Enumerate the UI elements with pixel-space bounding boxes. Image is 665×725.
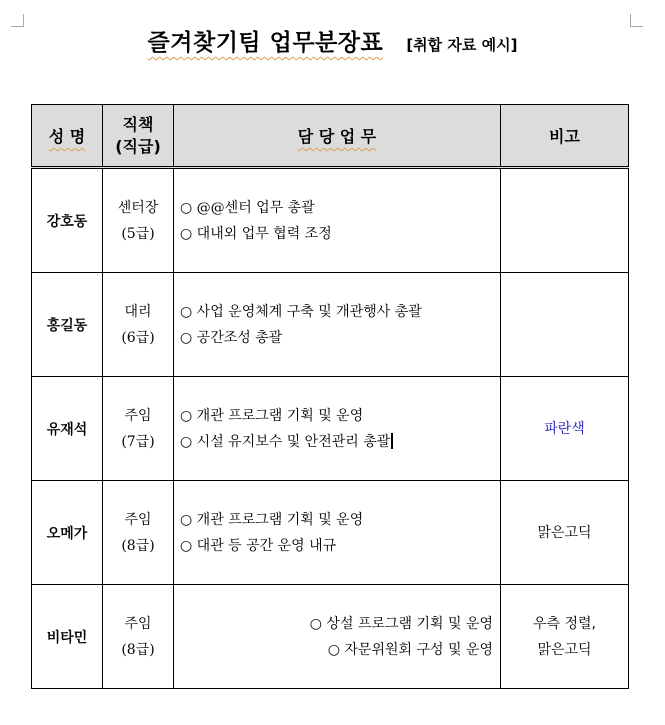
duty-item: ○ @@센터 업무 총괄 [180,199,315,216]
cell-duty [174,273,501,377]
duty-item: ○ 대관 등 공간 운영 내규 [180,537,337,554]
duty-item: ○ 자문위원회 구성 및 운영 [327,641,493,658]
cell-name: 오메가 [32,481,103,585]
duty-item: ○ 상설 프로그램 기획 및 운영 [309,615,493,632]
document-title [0,24,665,57]
table-row [32,585,629,689]
cell-duty [174,585,501,689]
duty-item: ○ 사업 운영체계 구축 및 개관행사 총괄 [180,303,422,320]
cell-name: 강호동 [32,168,103,273]
cell-position: 대리 (6급) [103,273,174,377]
duty-item: ○ 대내외 업무 협력 조정 [180,225,332,242]
text-cursor [391,433,393,449]
cell-duty[interactable] [174,377,501,481]
table-row [32,168,629,273]
header-position: 직책 (직급) [103,105,174,168]
cell-duty [174,481,501,585]
cell-note: 우측 정렬, 맑은고딕 [501,585,629,689]
duty-item: ○ 시설 유지보수 및 안전관리 총괄 [180,429,500,455]
table-row [32,481,629,585]
table-header-row [32,105,629,168]
duty-item: ○ 개관 프로그램 기획 및 운영 [180,407,364,424]
duty-item: ○ 개관 프로그램 기획 및 운영 [180,511,364,528]
cell-name: 유재석 [32,377,103,481]
cell-duty [174,168,501,273]
cell-note: 맑은고딕 [501,481,629,585]
cell-name: 홍길동 [32,273,103,377]
cell-note [501,273,629,377]
header-duty: 담 당 업 무 [174,105,501,168]
cell-position: 센터장 (5급) [103,168,174,273]
title-subtitle: [취합 자료 예시] [406,36,518,54]
cell-position: 주임 (8급) [103,481,174,585]
table-row [32,273,629,377]
duty-table [31,104,629,689]
cell-note: 파란색 [501,377,629,481]
cell-name: 비타민 [32,585,103,689]
title-main: 즐겨찾기팀 업무분장표 [147,30,384,56]
header-name: 성 명 [32,105,103,168]
table-row [32,377,629,481]
cell-note [501,168,629,273]
cell-position: 주임 (8급) [103,585,174,689]
duty-item: ○ 공간조성 총괄 [180,329,283,346]
header-note: 비고 [501,105,629,168]
cell-position: 주임 (7급) [103,377,174,481]
